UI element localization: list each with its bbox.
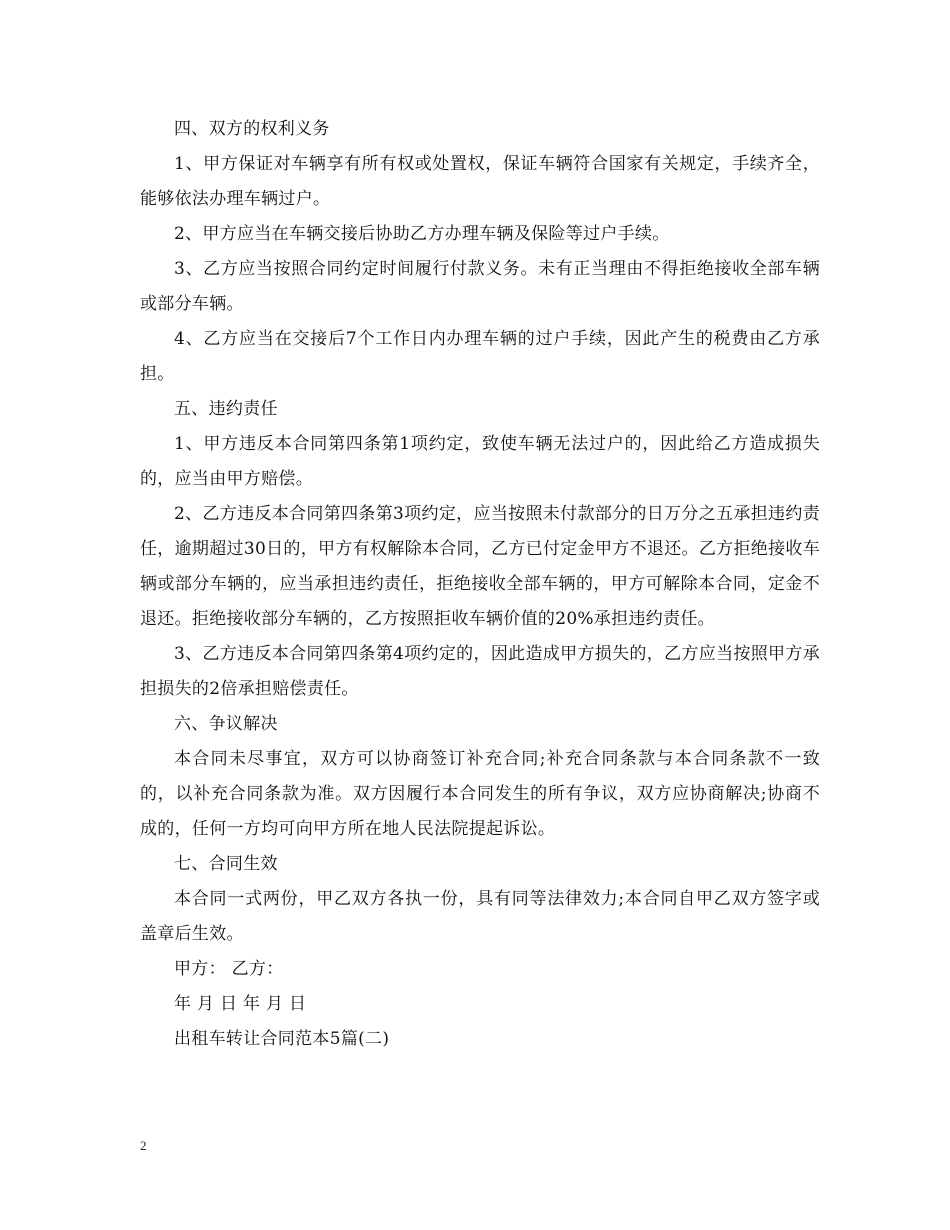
clause-4-3: 3、乙方应当按照合同约定时间履行付款义务。未有正当理由不得拒绝接收全部车辆或部分车辆。 — [140, 259, 820, 314]
signature-line: 甲方： 乙方： — [174, 959, 284, 979]
date-line: 年 月 日 年 月 日 — [174, 994, 307, 1014]
clause-5-2: 2、乙方违反本合同第四条第3项约定，应当按照未付款部分的日万分之五承担违约责任，逾期超过30日的，甲方有权解除本合同，乙方已付定金甲方不退还。乙方拒绝接收车辆或部分车辆的，应当承担违约责任，拒绝接收全部车辆的，甲方可解除本合同，定金不退还。拒绝接收部分车辆的，乙方按照拒收车辆价值的20%承担违约责任。 — [140, 504, 820, 629]
clause-4-4: 4、乙方应当在交接后7个工作日内办理车辆的过户手续，因此产生的税费由乙方承担。 — [140, 329, 820, 384]
clause-4-1: 1、甲方保证对车辆享有所有权或处置权，保证车辆符合国家有关规定，手续齐全，能够依法办理车辆过户。 — [140, 154, 820, 209]
document-body — [140, 112, 820, 1057]
clause-6-body: 本合同未尽事宜，双方可以协商签订补充合同;补充合同条款与本合同条款不一致的，以补充合同条款为准。双方因履行本合同发生的所有争议，双方应协商解决;协商不成的，任何一方均可向甲方所在地人民法院提起诉讼。 — [140, 749, 820, 839]
page-number: 2 — [140, 1138, 147, 1153]
clause-7-body: 本合同一式两份，甲乙双方各执一份，具有同等法律效力;本合同自甲乙双方签字或盖章后生效。 — [140, 889, 820, 944]
clause-4-2: 2、甲方应当在车辆交接后协助乙方办理车辆及保险等过户手续。 — [174, 224, 670, 244]
section-heading-breach-liability: 五、违约责任 — [174, 399, 278, 419]
clause-5-1: 1、甲方违反本合同第四条第1项约定，致使车辆无法过户的，因此给乙方造成损失的，应当由甲方赔偿。 — [140, 434, 820, 489]
section-heading-dispute-resolution: 六、争议解决 — [174, 714, 278, 734]
section-heading-effectiveness: 七、合同生效 — [174, 854, 278, 874]
next-document-title: 出租车转让合同范本5篇(二) — [174, 1029, 390, 1049]
clause-5-3: 3、乙方违反本合同第四条第4项约定的，因此造成甲方损失的，乙方应当按照甲方承担损失的2倍承担赔偿责任。 — [140, 644, 820, 699]
section-heading-rights-obligations: 四、双方的权利义务 — [174, 119, 330, 139]
